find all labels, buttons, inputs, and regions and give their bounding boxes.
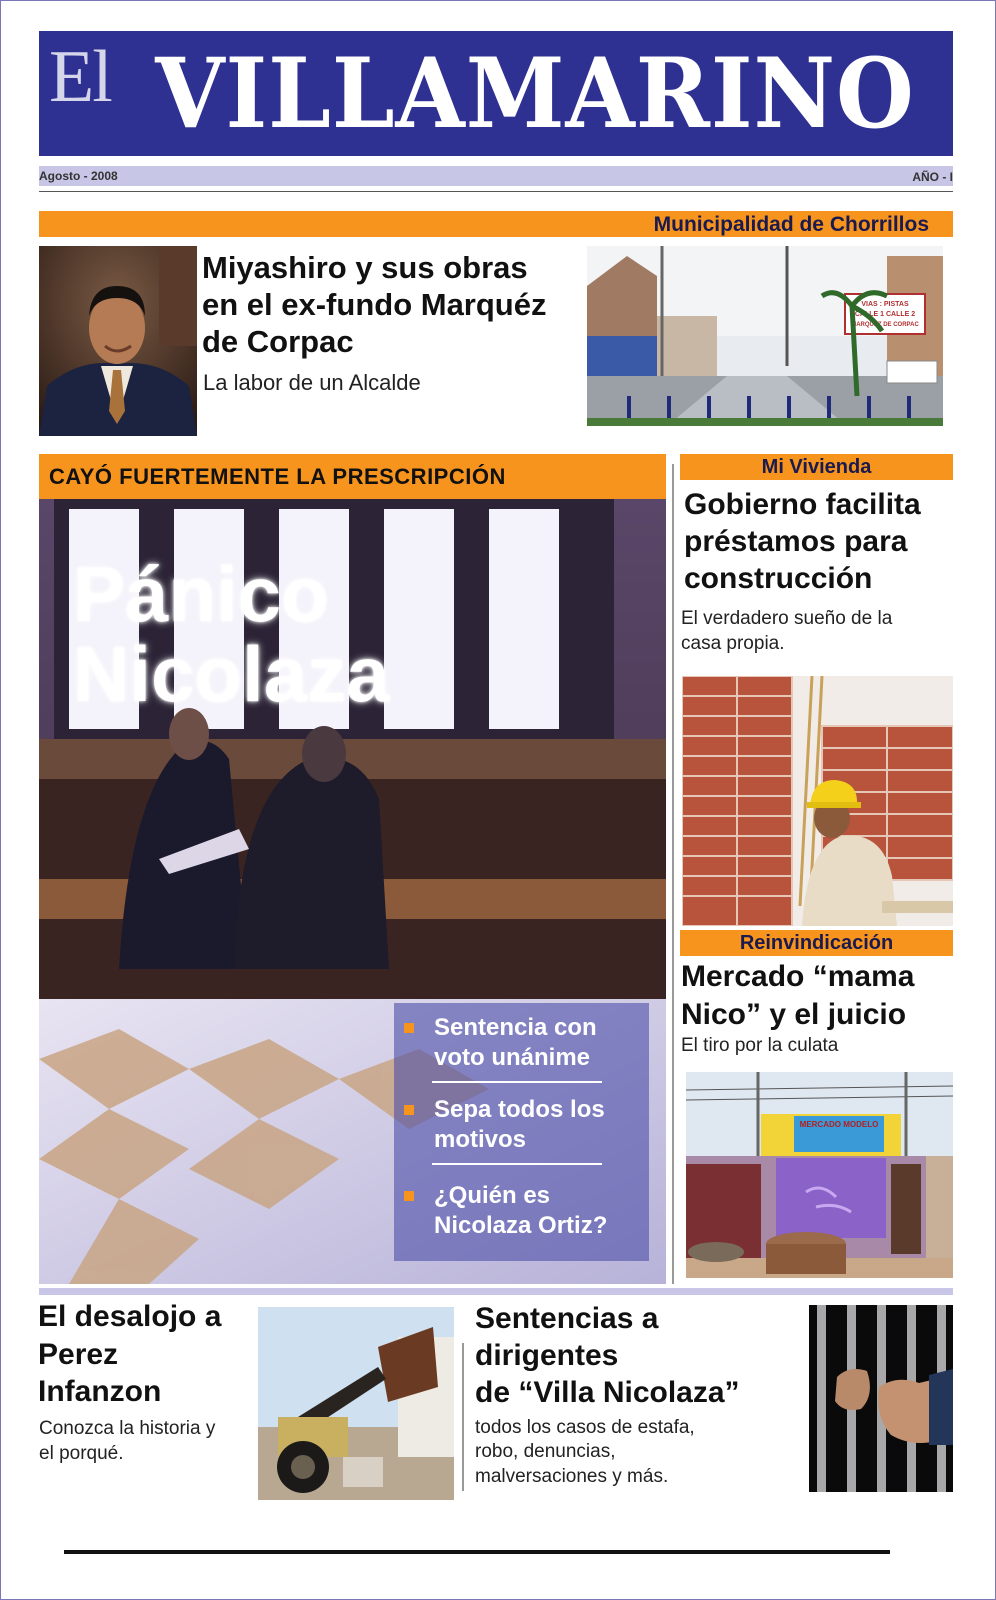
highlight-line: motivos (434, 1126, 527, 1153)
section-label: Municipalidad de Chorrillos (653, 213, 929, 236)
masthead (39, 31, 953, 156)
masthead-prefix: El (49, 36, 111, 118)
desalojo-headline (38, 1298, 253, 1411)
highlights-box (394, 1003, 649, 1261)
headline-line: construcción (684, 561, 873, 595)
section-bar-vivienda (680, 454, 953, 480)
highlight-item (434, 1013, 644, 1073)
highlight-line: voto unánime (434, 1044, 591, 1071)
headline-line: Infanzon (38, 1375, 162, 1408)
issue-year: AÑO - I (912, 170, 953, 184)
headline-line: El desalojo a (38, 1300, 222, 1333)
panico-kicker: CAYÓ FUERTEMENTE LA PRESCRIPCIÓN (49, 464, 506, 489)
sentencias-dek (475, 1416, 775, 1489)
desalojo-dek (39, 1417, 254, 1466)
municipal-dek: La labor de un Alcalde (203, 370, 421, 395)
dek-line: robo, denuncias, (475, 1441, 616, 1463)
headline-line: dirigentes (475, 1339, 619, 1373)
panico-title (73, 550, 390, 719)
dek-line: El verdadero sueño de la (681, 608, 893, 629)
jail-bars-photo (809, 1305, 953, 1492)
headline-line: Sentencias a (475, 1302, 659, 1335)
headline-line: Mercado “mama (681, 960, 915, 993)
highlight-line: Sepa todos los (434, 1096, 605, 1123)
dek-line: todos los casos de estafa, (475, 1417, 695, 1438)
dateline (39, 166, 953, 186)
column-divider (462, 1343, 464, 1491)
headline-line: Miyashiro y sus obras (202, 250, 528, 285)
title-line: Pánico (73, 550, 329, 638)
sentencias-headline (475, 1300, 795, 1412)
footer-rule (64, 1550, 890, 1554)
issue-date: Agosto - 2008 (39, 169, 118, 183)
headline-line: Perez (38, 1337, 119, 1371)
courtroom-photo (39, 499, 666, 1284)
bullet-square-icon (404, 1023, 414, 1033)
headline-line: Nico” y el juicio (681, 997, 907, 1031)
headline-line: Gobierno facilita (684, 488, 921, 521)
mayor-portrait-photo (39, 246, 197, 436)
masthead-title: VILLAMARINO (155, 37, 915, 150)
street-sign-line: CALLE 1 CALLE 2 (854, 311, 916, 318)
dek-line: casa propia. (681, 632, 785, 654)
market-photo (686, 1072, 953, 1278)
headline-line: de “Villa Nicolaza” (475, 1376, 740, 1410)
headline-line: de Corpac (202, 324, 354, 360)
highlight-line: ¿Quién es (434, 1182, 551, 1209)
section-label: Reinvindicación (739, 932, 894, 954)
dek-line: el porqué. (39, 1442, 124, 1464)
bullet-square-icon (404, 1191, 414, 1201)
column-divider (672, 464, 674, 1284)
headline-line: préstamos para (684, 524, 908, 558)
highlight-item (434, 1095, 644, 1155)
bullet-square-icon (404, 1105, 414, 1115)
mercado-dek: El tiro por la culata (681, 1035, 839, 1056)
vivienda-dek (681, 607, 956, 656)
section-rule (39, 1288, 953, 1295)
dek-line: malversaciones y más. (475, 1465, 669, 1487)
highlight-item (434, 1181, 644, 1241)
vivienda-headline (684, 487, 959, 598)
dek-line: Conozca la historia y (39, 1418, 216, 1439)
municipal-headline (202, 249, 582, 361)
highlight-divider (432, 1081, 602, 1083)
street-works-photo (587, 246, 943, 426)
market-sign-text: MERCADO MODELO (799, 1120, 879, 1129)
section-label: Mi Vivienda (761, 456, 872, 478)
bulldozer-photo (258, 1307, 454, 1500)
highlight-line: Nicolaza Ortiz? (434, 1212, 608, 1239)
masthead-rule (39, 191, 953, 192)
mercado-headline (681, 958, 959, 1033)
street-sign-line: MARQUEZ DE CORPAC (851, 322, 919, 328)
section-bar-municipalidad (39, 211, 953, 237)
headline-line: en el ex-fundo Marquéz (202, 287, 547, 323)
section-bar-prescripcion (39, 454, 666, 499)
street-sign-line: VIAS : PISTAS (861, 301, 909, 308)
construction-worker-photo (682, 676, 953, 926)
section-bar-reinvindicacion (680, 930, 953, 956)
highlight-divider (432, 1163, 602, 1165)
title-line: Nicolaza (73, 630, 390, 719)
highlight-line: Sentencia con (434, 1014, 597, 1041)
